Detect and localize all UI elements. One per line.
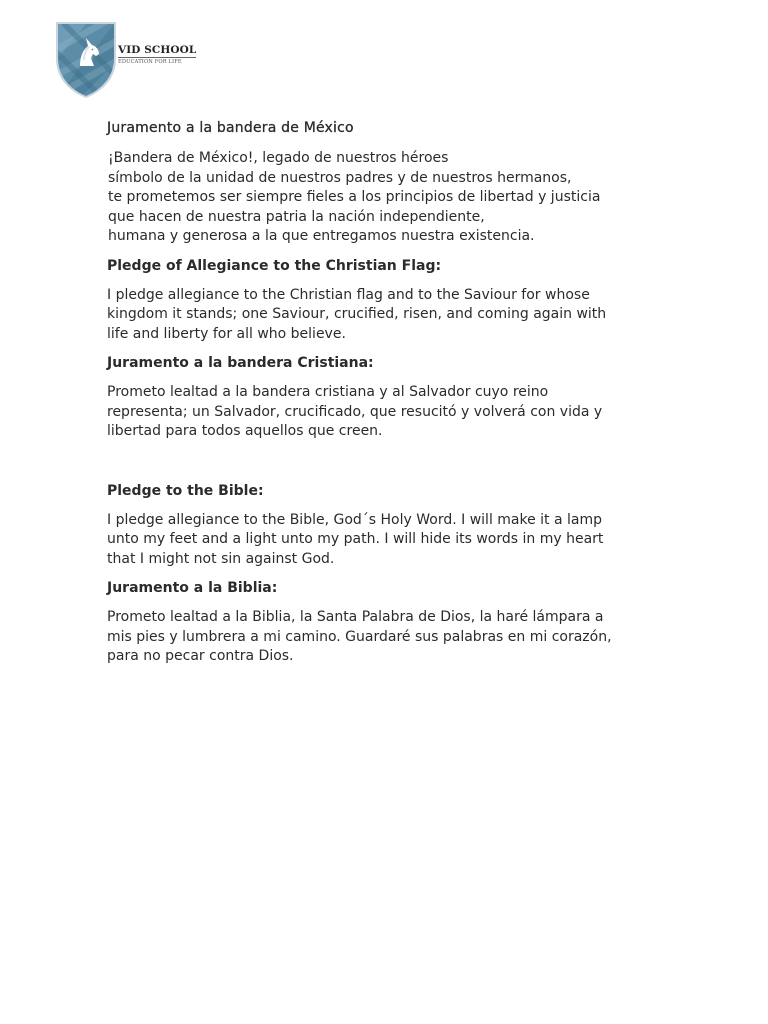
text-line: that I might not sin against God. <box>107 550 335 567</box>
text-line: representa; un Salvador, crucificado, que resucitó y volverá con vida y <box>107 403 603 420</box>
paragraph-mexico-pledge <box>108 149 667 247</box>
text-line: kingdom it stands; one Saviour, crucified, risen, and coming again with <box>107 306 607 322</box>
logo-text <box>118 44 196 65</box>
text-line: que hacen de nuestra patria la nación independiente, <box>108 208 485 225</box>
text-line: ¡Bandera de México!, legado de nuestros héroes <box>108 150 449 166</box>
document-body <box>107 118 667 667</box>
heading-christian-flag-pledge: Pledge of Allegiance to the Christian Flag: <box>107 257 442 274</box>
paragraph-bible-pledge <box>107 511 667 570</box>
text-line: Prometo lealtad a la bandera cristiana y al Salvador cuyo reino <box>107 384 549 400</box>
heading-bandera-cristiana: Juramento a la bandera Cristiana: <box>107 355 374 371</box>
text-line: life and liberty for all who believe. <box>107 325 346 342</box>
shield-icon <box>52 18 120 98</box>
text-line: Prometo lealtad a la Biblia, la Santa Palabra de Dios, la haré lámpara a <box>107 609 604 625</box>
heading-bible-pledge: Pledge to the Bible: <box>107 482 264 499</box>
paragraph-christian-flag-pledge <box>107 286 667 345</box>
text-line: mis pies y lumbrera a mi camino. Guardaré sus palabras en mi corazón, <box>107 628 612 645</box>
text-line: te prometemos ser siempre fieles a los principios de libertad y justicia <box>108 189 601 205</box>
paragraph-bandera-cristiana <box>107 383 667 442</box>
school-logo <box>52 18 197 98</box>
paragraph-biblia-juramento <box>107 608 667 667</box>
heading-mexico-pledge: Juramento a la bandera de México <box>107 120 354 136</box>
text-line: I pledge allegiance to the Christian flag and to the Saviour for whose <box>107 286 590 303</box>
text-line: unto my feet and a light unto my path. I will hide its words in my heart <box>107 531 604 547</box>
logo-name: VID SCHOOL <box>118 44 197 56</box>
text-line: símbolo de la unidad de nuestros padres y de nuestros hermanos, <box>108 169 572 186</box>
logo-tagline: EDUCATION FOR LIFE <box>118 57 196 65</box>
text-line: libertad para todos aquellos que creen. <box>107 423 383 439</box>
text-line: humana y generosa a la que entregamos nuestra existencia. <box>108 228 535 244</box>
heading-biblia-juramento: Juramento a la Biblia: <box>107 580 278 596</box>
text-line: I pledge allegiance to the Bible, God´s Holy Word. I will make it a lamp <box>107 511 603 528</box>
text-line: para no pecar contra Dios. <box>107 648 294 664</box>
